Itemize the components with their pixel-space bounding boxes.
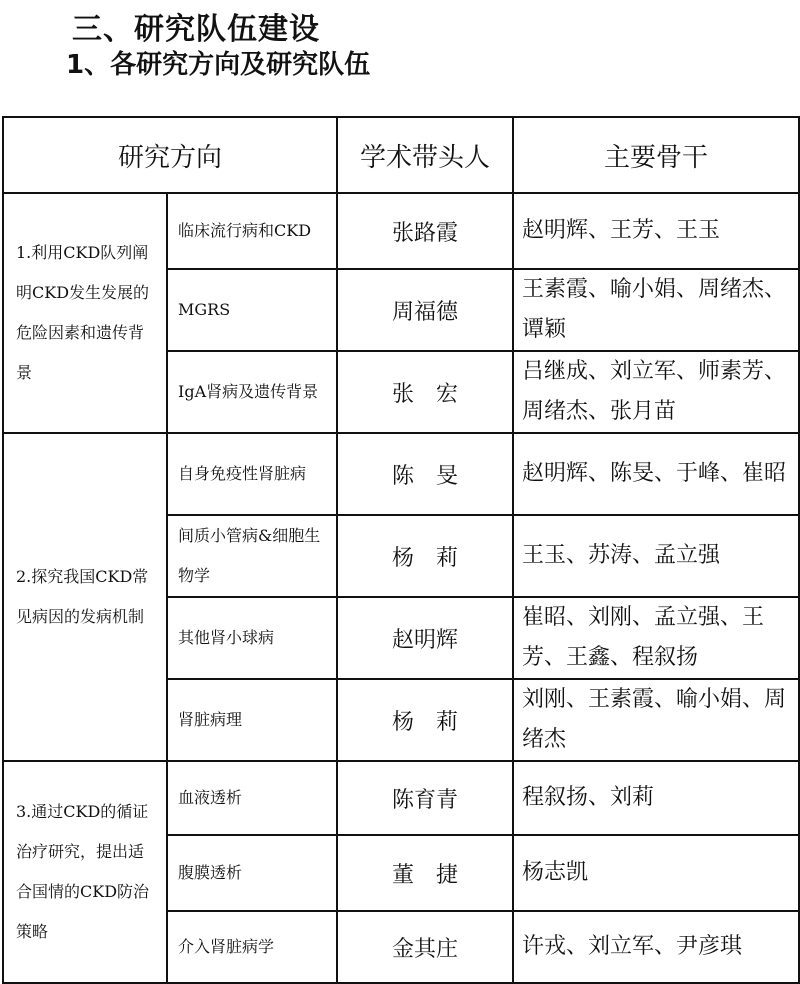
sub-direction-cell: 介入肾脏病学 [167,911,337,983]
core-members-cell: 王素霞、喻小娟、周绪杰、谭颖 [513,269,799,351]
core-members-cell: 吕继成、刘立军、师素芳、周绪杰、张月苗 [513,351,799,433]
leader-cell: 周福德 [337,269,513,351]
subsection-heading: 1、各研究方向及研究队伍 [66,50,371,80]
core-members-cell: 赵明辉、陈旻、于峰、崔昭 [513,433,799,515]
leader-cell: 赵明辉 [337,597,513,679]
sub-direction-cell: IgA肾病及遗传背景 [167,351,337,433]
core-members-cell: 许戎、刘立军、尹彦琪 [513,911,799,983]
research-team-table [2,116,800,984]
leader-cell: 张路霞 [337,193,513,269]
table-row [3,433,799,515]
sub-direction-cell: 其他肾小球病 [167,597,337,679]
sub-direction-cell: 临床流行病和CKD [167,193,337,269]
leader-cell: 金其庄 [337,911,513,983]
research-direction-cell: 3.通过CKD的循证治疗研究，提出适合国情的CKD防治策略 [3,761,167,983]
core-members-cell: 杨志凯 [513,835,799,911]
table-row [3,761,799,835]
core-members-cell: 刘刚、王素霞、喻小娟、周绪杰 [513,679,799,761]
leader-cell: 陈 旻 [337,433,513,515]
sub-direction-cell: 腹膜透析 [167,835,337,911]
sub-direction-cell: 肾脏病理 [167,679,337,761]
leader-cell: 杨 莉 [337,679,513,761]
header-leader: 学术带头人 [337,117,513,193]
section-heading: 三、研究队伍建设 [72,12,320,47]
leader-cell: 杨 莉 [337,515,513,597]
leader-cell: 董 捷 [337,835,513,911]
sub-direction-cell: 血液透析 [167,761,337,835]
core-members-cell: 崔昭、刘刚、孟立强、王芳、王鑫、程叙扬 [513,597,799,679]
sub-direction-cell: MGRS [167,269,337,351]
research-direction-cell: 2.探究我国CKD常见病因的发病机制 [3,433,167,761]
header-direction: 研究方向 [3,117,337,193]
sub-direction-cell: 间质小管病&细胞生物学 [167,515,337,597]
core-members-cell: 王玉、苏涛、孟立强 [513,515,799,597]
core-members-cell: 赵明辉、王芳、王玉 [513,193,799,269]
header-core: 主要骨干 [513,117,799,193]
core-members-cell: 程叙扬、刘莉 [513,761,799,835]
table-header-row [3,117,799,193]
research-direction-cell: 1.利用CKD队列阐明CKD发生发展的危险因素和遗传背景 [3,193,167,433]
sub-direction-cell: 自身免疫性肾脏病 [167,433,337,515]
leader-cell: 陈育青 [337,761,513,835]
table-row [3,193,799,269]
leader-cell: 张 宏 [337,351,513,433]
